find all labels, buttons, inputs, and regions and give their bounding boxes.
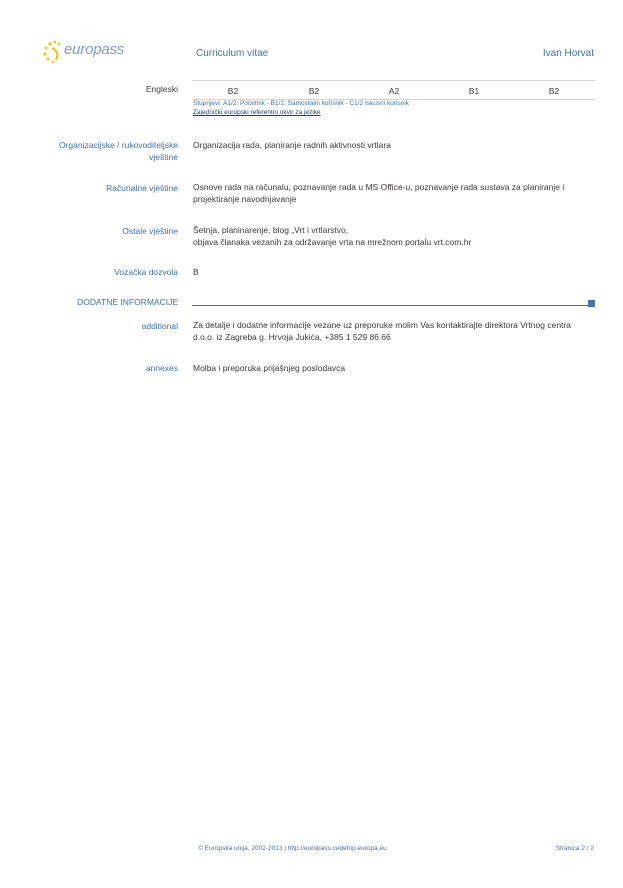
value-annexes: Molba i preporuka prijašnjeg poslodavca <box>193 363 346 373</box>
person-name: Ivan Horvat <box>542 48 594 59</box>
level-writing: B2 <box>548 86 560 96</box>
level-spoken-interaction: A2 <box>388 86 400 96</box>
level-listening: B2 <box>227 86 239 96</box>
label-computer-skills: Računalne vještine <box>106 183 178 193</box>
label-organizational-skills <box>40 139 178 163</box>
europass-logo <box>42 38 142 68</box>
value-line: projektiranje navodnjavanje <box>193 193 297 204</box>
value-line: Šetnja, planinarenje, blog „Vrt i vrtlarstvo, <box>193 225 349 235</box>
level-spoken-production: B1 <box>468 86 480 96</box>
label-line: vještine <box>149 152 178 162</box>
footer-page-number: Stranica 2 / 2 <box>555 845 594 852</box>
label-additional: additional <box>141 321 178 331</box>
levels-legend: Stupnjevi: A1/2: Početnik - B1/2: Samostalni korisnik - C1/2 Iskusni korisnik <box>193 100 410 107</box>
value-computer-skills <box>193 182 593 205</box>
label-driving-licence: Vozačka dozvola <box>114 267 178 277</box>
document-title: Curriculum vitae <box>196 48 269 59</box>
value-organizational-skills <box>193 140 593 152</box>
label-line: Organizacijske / rukovoditeljske <box>58 140 178 150</box>
value-line: Za detalje i dodatne informacije vezane uz preporuke molim Vas kontaktirajte direktora Vrtnog centra <box>193 320 571 330</box>
language-name: Engleski <box>145 84 178 94</box>
footer-copyright: © Europska unija, 2002-2013 | http://europass.cedefop.europa.eu <box>198 845 387 852</box>
section-marker <box>588 300 595 307</box>
value-line: Organizacija rada, planiranje radnih aktivnosti vrtlara <box>193 140 391 150</box>
language-levels-table <box>192 80 595 100</box>
value-line: objava članaka vezanih za održavanje vrta na mrežnom portalu vrt.com.hr <box>193 236 472 247</box>
value-other-skills <box>193 225 593 248</box>
section-title-additional: DODATNE INFORMACIJE <box>77 297 178 307</box>
value-driving-licence: B <box>193 267 199 277</box>
value-line: Osnove rada na računalu, poznavanje rada u MS Office-u, poznavanje rada sustava za planiranje i <box>193 182 565 192</box>
label-annexes: annexes <box>145 363 178 373</box>
cefr-link[interactable]: Zajednički europski referentni okvir za jezike <box>193 109 321 116</box>
level-reading: B2 <box>308 86 320 96</box>
value-line: d.o.o. iz Zagreba g. Hrvoja Jukića, +385 1 529 86 66 <box>193 331 391 342</box>
section-divider <box>192 305 589 306</box>
value-additional <box>193 320 593 343</box>
logo-wordmark: europass <box>64 41 125 58</box>
label-other-skills: Ostale vještine <box>122 226 178 236</box>
